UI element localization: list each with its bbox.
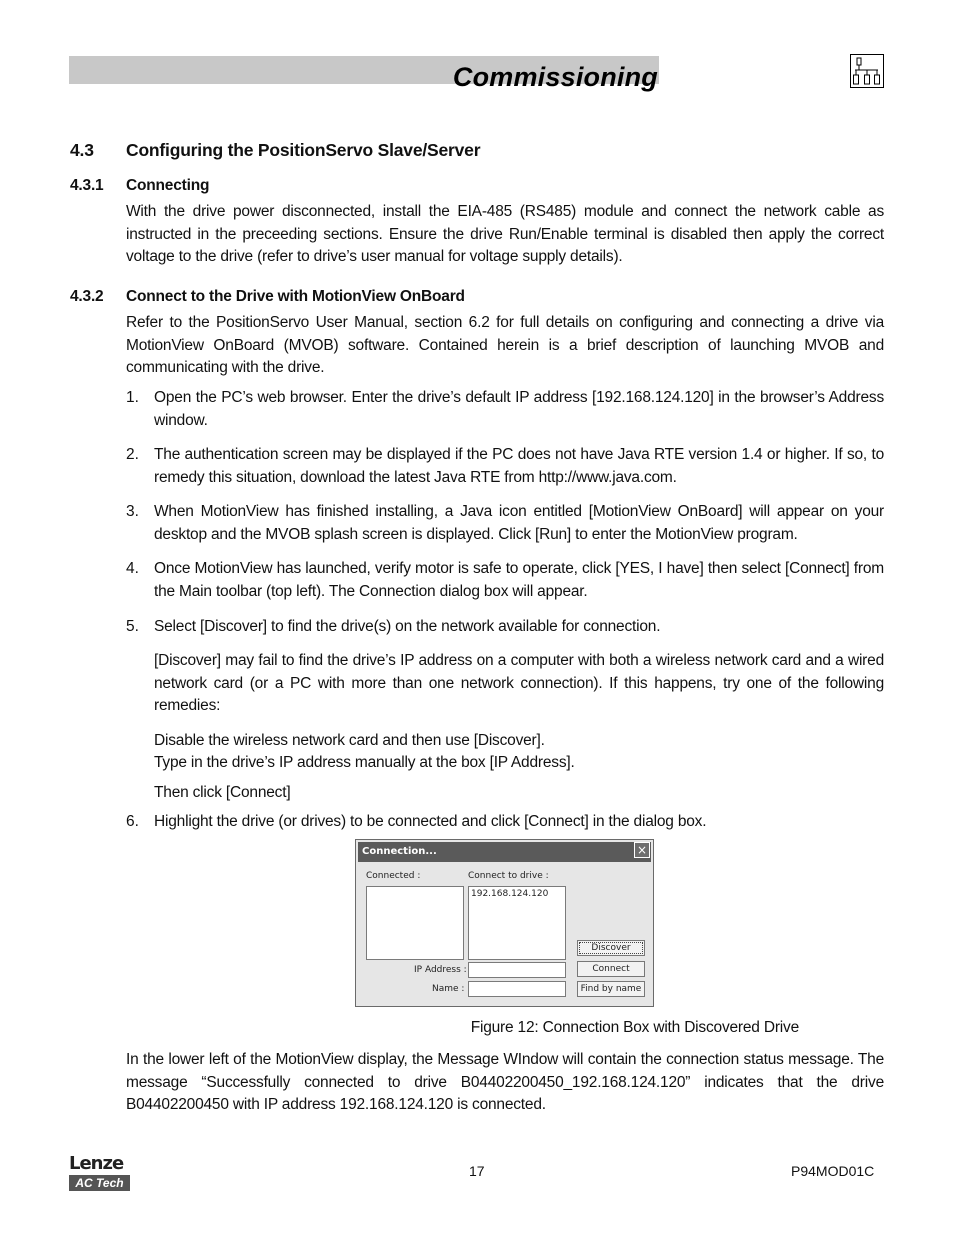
lenze-logo [69, 1154, 131, 1191]
remedy-line: Type in the drive’s IP address manually at the box [IP Address]. [154, 754, 575, 771]
drive-list[interactable] [468, 886, 566, 960]
subsection-title: Connecting [126, 177, 210, 194]
find-by-name-button[interactable]: Find by name [577, 981, 645, 997]
dialog-title: Connection... [358, 842, 651, 862]
document-code: P94MOD01C [791, 1163, 875, 1179]
paragraph: With the drive power disconnected, install the EIA-485 (RS485) module and connect the network cable as instructed in the preceeding sections. Ensure the drive Run/Enable terminal is disabled then apply the correct voltage to the drive (refer to drive’s user manual for voltage supply details). [126, 203, 884, 265]
subsection-number: 4.3.2 [70, 288, 104, 305]
page-number: 17 [469, 1163, 485, 1179]
figure-caption: Figure 12: Connection Box with Discovered Drive [470, 1019, 799, 1036]
step-note: [Discover] may fail to find the drive’s IP address on a computer with both a wireless network card and a wired network card (or a PC with more than one network connection). If this happens, try one of the following remedies: [154, 652, 884, 714]
step-number: 5. [126, 618, 139, 635]
step-text: Select [Discover] to find the drive(s) on the network available for connection. [154, 618, 661, 635]
paragraph: Refer to the PositionServo User Manual, section 6.2 for full details on configuring and connecting a drive via MotionView OnBoard (MVOB) software. Contained herein is a brief description of launching MVOB and communicating with the drive. [126, 314, 884, 376]
subsection-title: Connect to the Drive with MotionView OnBoard [126, 288, 465, 305]
name-label: Name : [432, 984, 465, 994]
step-number: 3. [126, 503, 139, 520]
logo-actech-text: AC Tech [69, 1175, 130, 1191]
step-text: The authentication screen may be displayed if the PC does not have Java RTE version 1.4 or higher. If so, to remedy this situation, download the latest Java RTE from http://www.java.com. [154, 446, 884, 486]
ip-address-input[interactable] [468, 962, 566, 978]
connect-button[interactable]: Connect [577, 961, 645, 977]
step-number: 4. [126, 560, 139, 577]
section-title: Configuring the PositionServo Slave/Server [126, 140, 481, 160]
step-number: 1. [126, 389, 139, 406]
network-icon [850, 54, 884, 88]
then-click-line: Then click [Connect] [154, 784, 291, 801]
remedy-line: Disable the wireless network card and then use [Discover]. [154, 732, 545, 749]
connected-list[interactable] [366, 886, 464, 960]
step-number: 2. [126, 446, 139, 463]
name-input[interactable] [468, 981, 566, 997]
subsection-number: 4.3.1 [70, 177, 104, 194]
ip-address-label: IP Address : [414, 965, 467, 975]
step-number: 6. [126, 813, 139, 830]
page-title: Commissioning [452, 62, 658, 92]
step-text: Open the PC’s web browser. Enter the drive’s default IP address [192.168.124.120] in the browser’s Address window. [154, 389, 884, 429]
drive-list-item[interactable]: 192.168.124.120 [471, 889, 549, 899]
step-text: Highlight the drive (or drives) to be connected and click [Connect] in the dialog box. [154, 813, 707, 830]
connection-dialog [355, 839, 654, 1007]
connected-label: Connected : [366, 871, 421, 881]
step-text: When MotionView has finished installing, a Java icon entitled [MotionView OnBoard] will appear on your desktop and the MVOB splash screen is displayed. Click [Run] to enter the MotionView program. [154, 503, 884, 543]
logo-lenze-text: Lenze [69, 1153, 124, 1174]
connect-to-label: Connect to drive : [468, 871, 549, 881]
step-text: Once MotionView has launched, verify motor is safe to operate, click [YES, I have] then select [Connect] from the Main toolbar (top left). The Connection dialog box will appear. [154, 560, 884, 600]
close-icon[interactable]: × [634, 842, 650, 858]
paragraph: In the lower left of the MotionView display, the Message WIndow will contain the connection status message. The message “Successfully connected to drive B04402200450_192.168.124.120” indicates that the drive B04402200450 with IP address 192.168.124.120 is connected. [126, 1051, 884, 1113]
section-number: 4.3 [70, 140, 94, 160]
discover-button[interactable]: Discover [577, 940, 645, 956]
